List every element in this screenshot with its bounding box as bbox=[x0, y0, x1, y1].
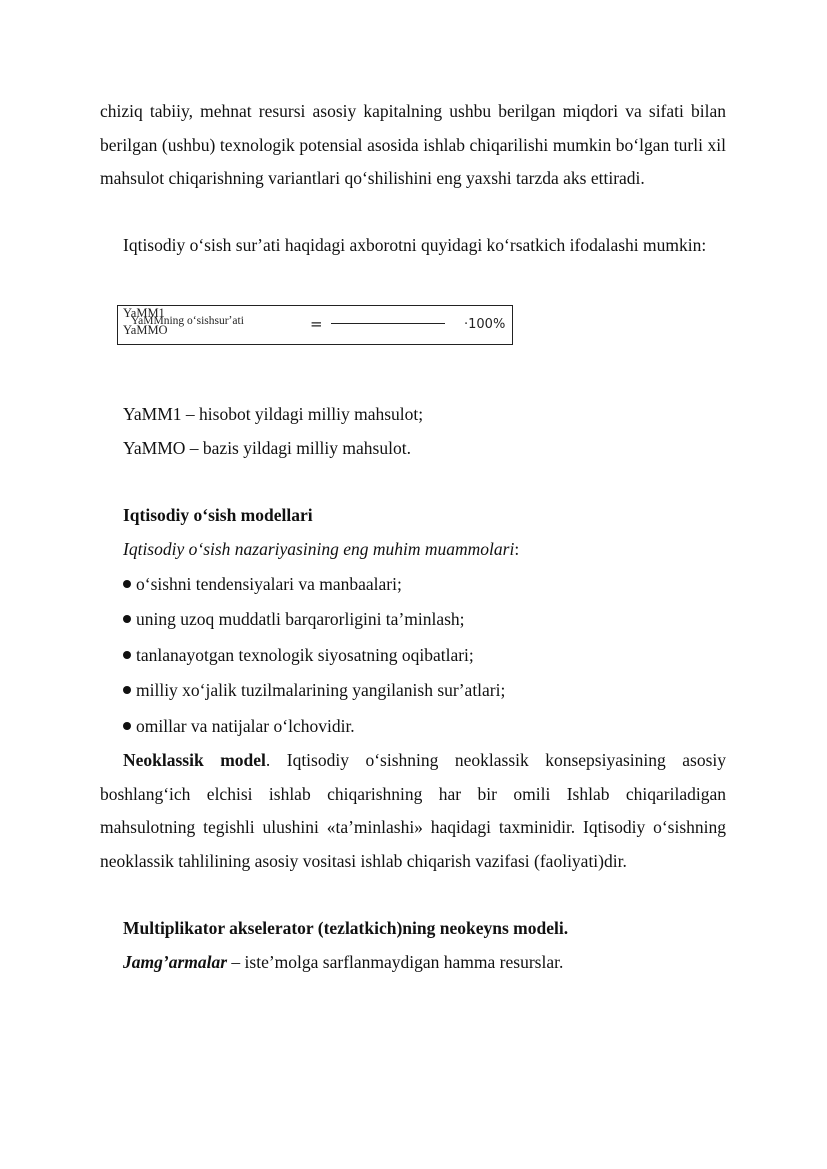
multiplier-model-heading: Multiplikator akselerator (tezlatkich)ning neokeyns modeli. bbox=[123, 918, 569, 938]
bullet-item bbox=[123, 572, 402, 596]
bullet-text: uning uzoq muddatli barqarorligini taʼminlash; bbox=[136, 609, 465, 629]
paragraph-production-possibilities: chiziq tabiiy, mehnat resursi asosiy kapitalning ushbu berilgan miqdori va sifati bilan berilgan (ushbu) texnologik potensial asosida ishlab chiqarilishi mumkin boʻlgan turli xil mahsulot chiqarishning variantlari qoʻshilishini eng yaxshi tarzda aks ettiradi. bbox=[100, 101, 726, 188]
formula-numerator: YaMM1 bbox=[123, 306, 165, 320]
formula-lhs: YaMMning oʻsishsurʼati bbox=[131, 315, 244, 327]
neoclassical-term: Neoklassik model bbox=[123, 750, 266, 770]
bullet-text: milliy xoʻjalik tuzilmalarining yangilanish surʼatlari; bbox=[136, 680, 506, 700]
paragraph-neoclassical-model bbox=[100, 744, 726, 878]
bullet-item bbox=[123, 714, 355, 738]
bullet-item bbox=[123, 643, 474, 667]
section-subheading bbox=[123, 537, 519, 561]
neoclassical-text: . Iqtisodiy oʻsishning neoklassik konsepsiyasining asosiy boshlangʻich elchisi ishlab chiqarishning har bir omili Ishlab chiqariladigan mahsulotning tegishli ulushini «taʼminlashi» haqidagi taxminidir. Iqtisodiy oʻsishning neoklassik tahlilining asosiy vositasi ishlab chiqarish vazifasi (faoliyati)dir. bbox=[100, 750, 727, 871]
bullet-dot-icon bbox=[123, 651, 131, 659]
formula-fraction-bar bbox=[331, 323, 445, 324]
savings-term: Jamgʼarmalar bbox=[123, 952, 228, 972]
subheading-text: Iqtisodiy oʻsish nazariyasining eng muhim muammolari bbox=[123, 539, 515, 559]
bullet-item bbox=[123, 607, 465, 631]
growth-rate-formula bbox=[117, 305, 513, 345]
bullet-dot-icon bbox=[123, 580, 131, 588]
definition-yamm1: YaMM1 – hisobot yildagi milliy mahsulot; bbox=[123, 404, 424, 424]
bullet-dot-icon bbox=[123, 686, 131, 694]
savings-text: – isteʼmolga sarflanmaydigan hamma resurslar. bbox=[227, 952, 564, 972]
subheading-colon: : bbox=[514, 539, 520, 559]
bullet-text: tanlanayotgan texnologik siyosatning oqibatlari; bbox=[136, 645, 474, 665]
bullet-text: oʻsishni tendensiyalari va manbaalari; bbox=[136, 574, 402, 594]
bullet-dot-icon bbox=[123, 615, 131, 623]
formula-denominator: YaMMO bbox=[123, 323, 168, 337]
definition-yammo: YaMMO – bazis yildagi milliy mahsulot. bbox=[123, 438, 411, 458]
paragraph-growth-rate-intro: Iqtisodiy oʻsish surʼati haqidagi axborotni quyidagi koʻrsatkich ifodalashi mumkin: bbox=[123, 235, 707, 255]
bullet-item bbox=[123, 678, 505, 702]
bullet-dot-icon bbox=[123, 722, 131, 730]
formula-equals-sign: = bbox=[310, 315, 323, 333]
formula-multiplier: ·100% bbox=[464, 317, 506, 332]
bullet-text: omillar va natijalar oʻlchovidir. bbox=[136, 716, 355, 736]
section-heading: Iqtisodiy oʻsish modellari bbox=[123, 505, 313, 525]
paragraph-savings bbox=[123, 950, 563, 974]
